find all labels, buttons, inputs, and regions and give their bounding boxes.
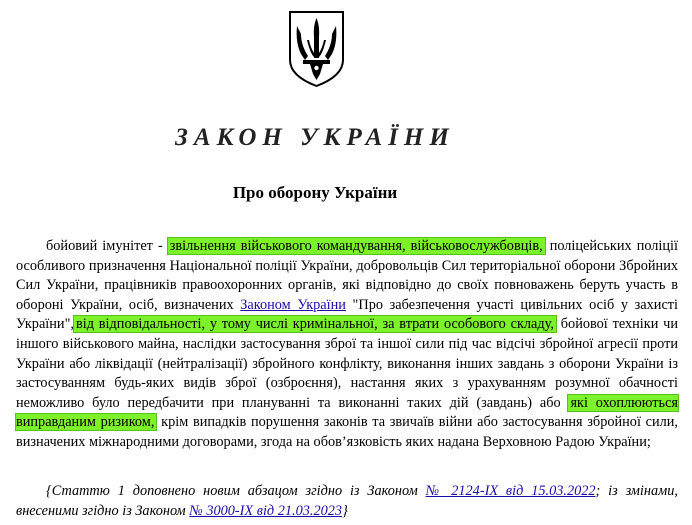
amendment-link-3000[interactable]: № 3000-IX від 21.03.2023 <box>189 502 343 519</box>
definition-text-2: "Про забезпечення участі цивільних осіб у захисті України", <box>16 296 679 333</box>
definition-text-3: бойової техніки чи іншого військового майна, наслідки застосування зброї та іншої сили під час відсічі збройної агресії проти України або ліквідації (нейтралізації) збройного конфлікту, виконання інших завдань з оборони України із застосуванням будь-яких видів зброї (озброєння), настання яких з урахуванням розумної обачності неможливо було передбачити при плануванні та виконанні таких дій (завдань) або <box>16 316 679 411</box>
law-title: ЗАКОН УКРАЇНИ <box>175 124 455 151</box>
amendment-note <box>16 482 678 521</box>
highlight-2: від відповідальності, у тому числі кримінальної, за втрати особового складу, <box>76 316 554 333</box>
definition-text-4: крім випадків порушення законів та звичаїв війни або застосування збройної сили, визначених міжнародними договорами, згода на обов’язковість яких надана Верховною Радою України; <box>16 414 678 450</box>
trident-coat-of-arms-icon <box>287 10 346 88</box>
highlight-1: звільнення військового командування, військовослужбовців, <box>169 238 543 254</box>
definition-term: бойовий імунітет - <box>46 238 163 254</box>
definition-text-1: поліцейських поліції особливого призначення Національної поліції України, добровольців Сил територіальної оборони Збройних Сил України, працівників правоохоронних органів, які відповідно до своїх повноважень беруть участь в обороні України, осіб, визначених <box>16 238 679 313</box>
amendment-link-2124[interactable]: № 2124-IX від 15.03.2022 <box>425 483 596 499</box>
law-link[interactable]: Законом України <box>240 296 346 313</box>
highlight-3: які охоплюються виправданим ризиком, <box>16 394 678 431</box>
law-name: Про оборону України <box>232 183 398 202</box>
note-text-1: {Статтю 1 доповнено новим абзацом згідно із Законом <box>46 483 418 499</box>
note-text-2: ; із змінами, внесеними згідно із Законом <box>16 483 678 519</box>
definition-paragraph <box>16 237 678 453</box>
note-text-3: } <box>342 502 348 519</box>
